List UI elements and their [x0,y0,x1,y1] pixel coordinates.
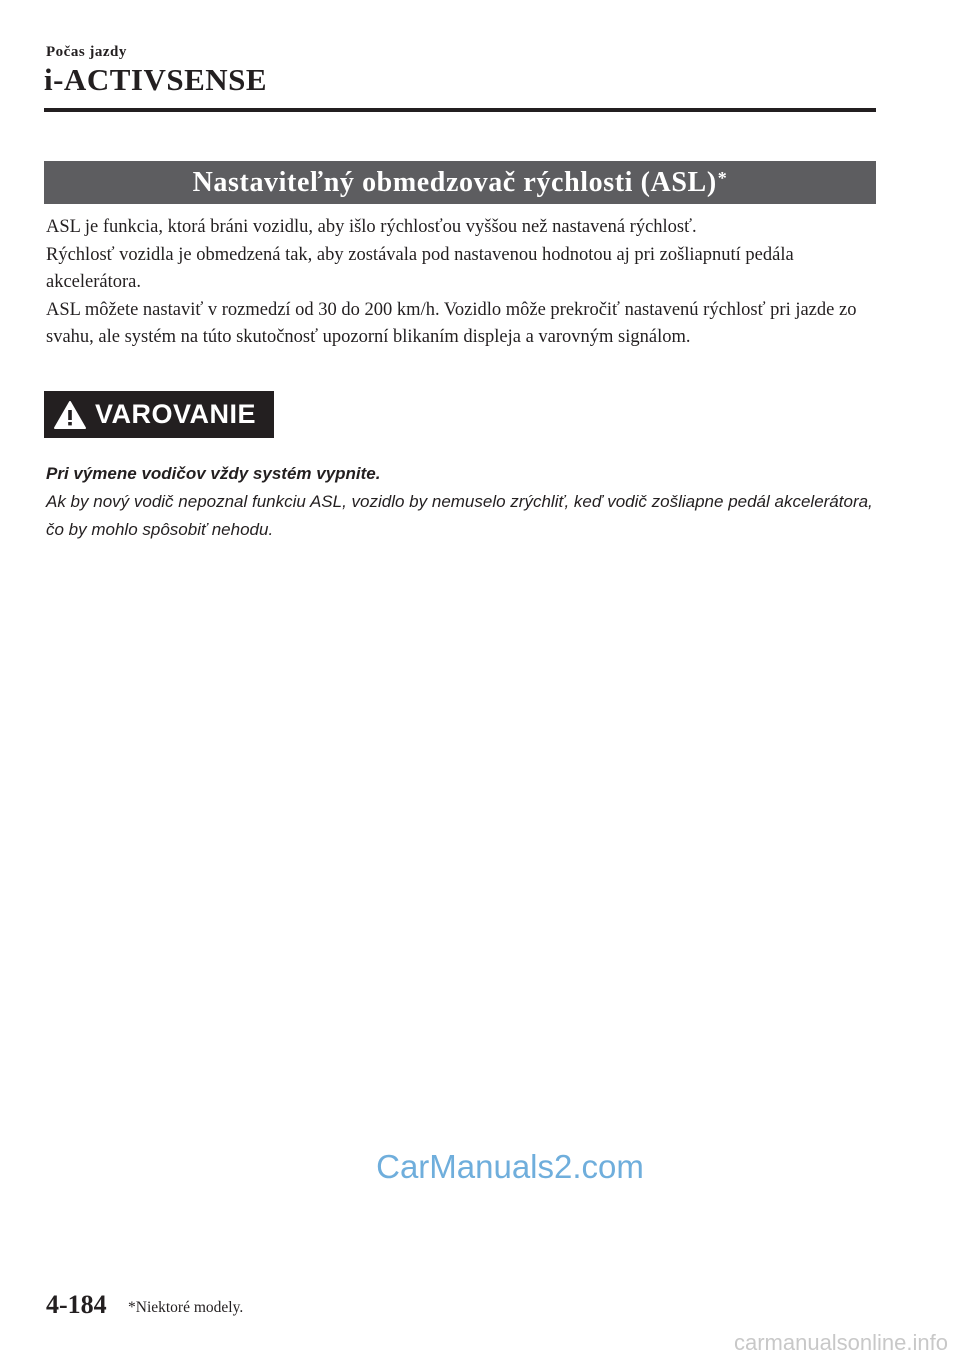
warning-heading: Pri výmene vodičov vždy systém vypnite. [46,464,381,483]
section-asterisk: * [717,168,728,188]
section-title: Nastaviteľný obmedzovač rýchlosti (ASL) [192,166,717,198]
body-paragraph: ASL môžete nastaviť v rozmedzí od 30 do 200 km/h. Vozidlo môže prekročiť nastavenú rýchlosť pri jazde zo svahu, ale systém na túto skutočnosť upozorní blikaním displeja a varovným signálom. [46,299,857,347]
site-watermark: carmanualsonline.info [733,1330,948,1355]
header-rule [44,108,876,112]
footnote: *Niektoré modely. [128,1299,244,1316]
warning-triangle-icon [53,400,87,430]
page-title: i-ACTIVSENSE [44,62,268,97]
page-number: 4-184 [46,1290,107,1319]
body-paragraph: ASL je funkcia, ktorá bráni vozidlu, aby išlo rýchlosťou vyššou než nastavená rýchlosť. [46,217,697,237]
warning-label: VAROVANIE [95,399,257,429]
body-paragraph: Rýchlosť vozidla je obmedzená tak, aby zostávala pod nastavenou hodnotou aj pri zošliapnutí pedála akcelerátora. [46,244,794,292]
warning-body: Ak by nový vodič nepoznal funkciu ASL, vozidlo by nemuselo zrýchliť, keď vodič zošliapne pedál akcelerátora, čo by mohlo spôsobiť nehodu. [46,492,873,539]
warning-badge [44,391,274,438]
body-text [46,214,876,352]
watermark: CarManuals2.com [376,1148,644,1185]
section-heading [44,161,876,204]
breadcrumb: Počas jazdy [46,44,127,60]
warning-text [46,460,876,544]
